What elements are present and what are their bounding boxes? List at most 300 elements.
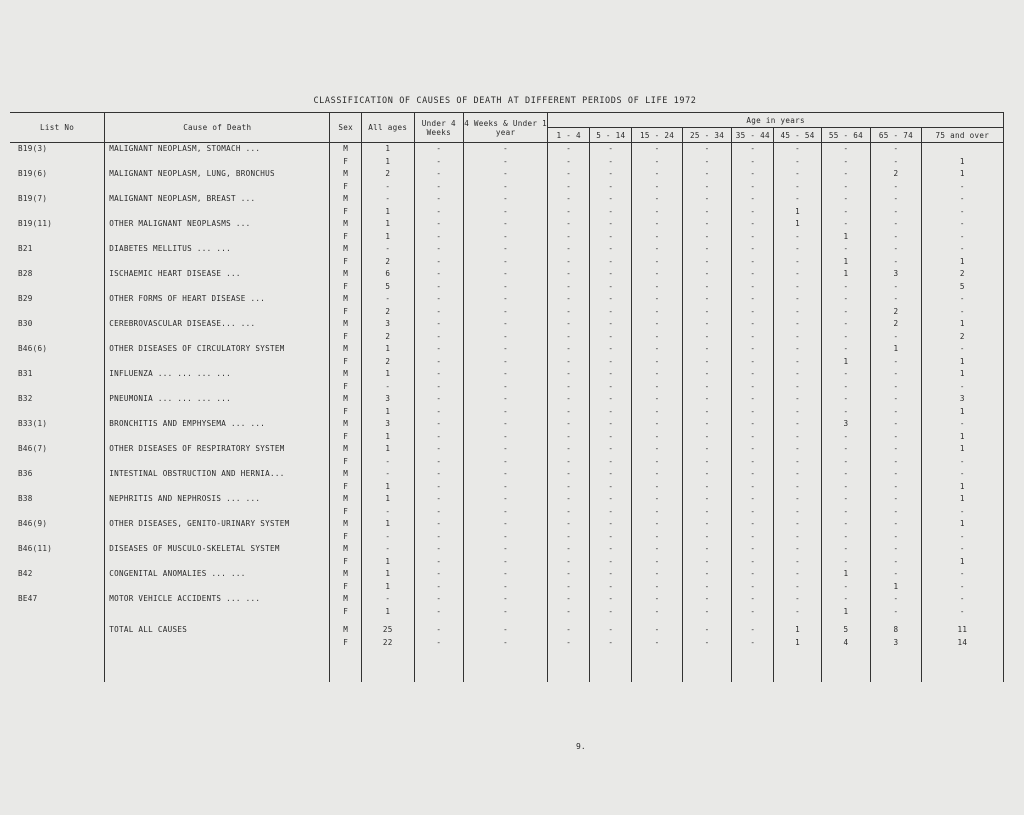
age-group-cell xyxy=(732,543,774,568)
age-group-cell-value: - xyxy=(959,506,965,516)
under-4-weeks-cell-value: - xyxy=(436,331,442,341)
all-ages-cell xyxy=(361,218,414,243)
age-group-cell xyxy=(821,618,870,682)
list-number: B38 xyxy=(10,493,105,518)
age-group-cell-value: - xyxy=(750,356,756,366)
age-group-cell xyxy=(921,568,1003,593)
age-group-cell-value: - xyxy=(566,394,572,403)
header-age-col: 25 - 34 xyxy=(682,128,731,143)
weeks-to-year-cell-value: - xyxy=(503,569,509,578)
age-group-cell-value: - xyxy=(843,156,849,166)
all-ages-cell-value: 22 xyxy=(382,637,393,647)
age-group-cell-value: - xyxy=(704,144,710,153)
age-group-cell-value: - xyxy=(750,344,756,353)
age-group-cell xyxy=(774,593,821,618)
age-group-cell-value xyxy=(922,143,1003,156)
all-ages-cell-value: 3 xyxy=(385,394,391,403)
weeks-to-year-cell-value: - xyxy=(503,194,509,203)
sex-cell-value: M xyxy=(343,394,349,403)
age-group-cell xyxy=(632,318,683,343)
age-group-cell xyxy=(921,218,1003,243)
under-4-weeks-cell-value: - xyxy=(436,269,442,278)
age-group-cell-value: 1 xyxy=(959,256,965,266)
age-group-cell xyxy=(821,543,870,568)
age-group-cell-value: - xyxy=(893,519,899,528)
age-group-cell xyxy=(590,593,632,618)
age-group-cell-value: 1 xyxy=(843,606,849,616)
under-4-weeks-cell-value: - xyxy=(436,394,442,403)
sex-cell-value: F xyxy=(343,256,349,266)
age-group-cell-value: - xyxy=(893,594,899,603)
age-group-cell-value: - xyxy=(608,394,614,403)
table-row xyxy=(10,543,1004,568)
cause-of-death: OTHER DISEASES OF RESPIRATORY SYSTEM xyxy=(105,443,330,468)
sex-cell xyxy=(330,468,362,493)
age-group-cell-value: - xyxy=(893,194,899,203)
age-group-cell-value: - xyxy=(795,306,800,316)
age-group-cell-value: - xyxy=(704,569,710,578)
age-group-cell-value: - xyxy=(795,469,800,478)
age-group-cell-value: - xyxy=(750,444,756,453)
age-group-cell-value: - xyxy=(750,169,756,178)
weeks-to-year-cell xyxy=(464,443,548,468)
sex-cell-value: F xyxy=(343,556,349,566)
age-group-cell xyxy=(682,293,731,318)
sex-cell-value: M xyxy=(343,219,349,228)
age-group-cell xyxy=(821,568,870,593)
weeks-to-year-cell-value: - xyxy=(503,331,509,341)
age-group-cell-value: - xyxy=(566,431,572,441)
age-group-cell xyxy=(774,443,821,468)
age-group-cell-value: 1 xyxy=(795,219,800,228)
sex-cell-value: M xyxy=(343,144,349,153)
table-row xyxy=(10,443,1004,468)
age-group-cell-value: - xyxy=(959,231,965,241)
age-group-cell-value: - xyxy=(654,581,660,591)
sex-cell-value: F xyxy=(343,156,349,166)
age-group-cell xyxy=(774,318,821,343)
age-group-cell-value: - xyxy=(959,306,965,316)
age-group-cell-value: - xyxy=(959,381,965,391)
age-group-cell-value: - xyxy=(704,519,710,528)
age-group-cell-value: 3 xyxy=(893,269,899,278)
age-group-cell xyxy=(821,218,870,243)
sex-cell xyxy=(330,418,362,443)
age-group-cell xyxy=(921,343,1003,368)
under-4-weeks-cell-value: - xyxy=(436,581,442,591)
age-group-cell xyxy=(590,168,632,193)
age-group-cell xyxy=(871,568,922,593)
age-group-cell xyxy=(632,218,683,243)
age-group-cell-value: - xyxy=(750,194,756,203)
weeks-to-year-cell-value: - xyxy=(503,156,509,166)
age-group-cell xyxy=(590,318,632,343)
age-group-cell-value: - xyxy=(704,256,710,266)
age-group-cell xyxy=(871,443,922,468)
age-group-cell-value: - xyxy=(704,594,710,603)
age-group-cell xyxy=(732,268,774,293)
sex-cell xyxy=(330,443,362,468)
age-group-cell-value: - xyxy=(654,281,660,291)
age-group-cell-value: - xyxy=(654,344,660,353)
cause-of-death: OTHER DISEASES OF CIRCULATORY SYSTEM xyxy=(105,343,330,368)
age-group-cell-value: - xyxy=(654,381,660,391)
age-group-cell-value: - xyxy=(608,569,614,578)
age-group-cell-value: - xyxy=(843,381,849,391)
under-4-weeks-cell-value: - xyxy=(436,306,442,316)
age-group-cell-value: - xyxy=(704,231,710,241)
age-group-cell-value: 2 xyxy=(893,306,899,316)
weeks-to-year-cell-value: - xyxy=(503,356,509,366)
age-group-cell-value: - xyxy=(566,569,572,578)
weeks-to-year-cell xyxy=(464,243,548,268)
weeks-to-year-cell-value: - xyxy=(503,431,509,441)
all-ages-cell-value: - xyxy=(385,544,391,553)
all-ages-cell-value: - xyxy=(385,469,391,478)
under-4-weeks-cell-value: - xyxy=(436,206,442,216)
weeks-to-year-cell-value: - xyxy=(503,456,509,466)
all-ages-cell-value: 1 xyxy=(385,206,391,216)
weeks-to-year-cell xyxy=(464,393,548,418)
age-group-cell xyxy=(682,243,731,268)
age-group-cell-value: - xyxy=(795,581,800,591)
age-group-cell-value: - xyxy=(704,306,710,316)
age-group-cell-value: - xyxy=(566,169,572,178)
all-ages-cell xyxy=(361,568,414,593)
age-group-cell xyxy=(774,618,821,682)
age-group-cell-value: - xyxy=(704,506,710,516)
list-number: B42 xyxy=(10,568,105,593)
sex-cell-value: M xyxy=(343,194,349,203)
weeks-to-year-cell-value: - xyxy=(503,494,509,503)
age-group-cell xyxy=(921,293,1003,318)
total-label: TOTAL ALL CAUSES xyxy=(105,618,330,682)
under-4-weeks-cell xyxy=(414,293,463,318)
age-group-cell xyxy=(632,243,683,268)
all-ages-cell xyxy=(361,493,414,518)
age-group-cell-value: - xyxy=(608,281,614,291)
age-group-cell-value: - xyxy=(704,581,710,591)
weeks-to-year-cell-value: - xyxy=(503,444,509,453)
age-group-cell-value: - xyxy=(566,319,572,328)
under-4-weeks-cell xyxy=(414,168,463,193)
age-group-cell-value: - xyxy=(566,256,572,266)
age-group-cell-value: - xyxy=(795,456,800,466)
under-4-weeks-cell xyxy=(414,568,463,593)
sex-cell xyxy=(330,143,362,169)
age-group-cell-value: - xyxy=(654,544,660,553)
cause-of-death: CEREBROVASCULAR DISEASE... ... xyxy=(105,318,330,343)
age-group-cell-value: - xyxy=(843,519,849,528)
age-group-cell-value: - xyxy=(566,344,572,353)
age-group-cell-value: - xyxy=(566,406,572,416)
age-group-cell xyxy=(548,343,590,368)
all-ages-cell-value: 1 xyxy=(385,481,391,491)
table-row xyxy=(10,493,1004,518)
age-group-cell-value: - xyxy=(654,331,660,341)
age-group-cell xyxy=(871,418,922,443)
age-group-cell-value: - xyxy=(795,594,800,603)
age-group-cell-value: - xyxy=(654,444,660,453)
age-group-cell-value: - xyxy=(608,194,614,203)
age-group-cell-value: - xyxy=(704,369,710,378)
age-group-cell xyxy=(548,543,590,568)
age-group-cell-value: - xyxy=(795,394,800,403)
age-group-cell xyxy=(590,268,632,293)
age-group-cell-value: - xyxy=(893,531,899,541)
under-4-weeks-cell-value: - xyxy=(436,281,442,291)
age-group-cell-value: 2 xyxy=(959,331,965,341)
age-group-cell-value: 1 xyxy=(893,344,899,353)
age-group-cell-value: - xyxy=(750,594,756,603)
age-group-cell-value: - xyxy=(893,419,899,428)
age-group-cell-value: - xyxy=(893,406,899,416)
all-ages-cell xyxy=(361,193,414,218)
table-row xyxy=(10,518,1004,543)
age-group-cell-value: 1 xyxy=(795,637,800,647)
age-group-cell xyxy=(682,343,731,368)
age-group-cell xyxy=(548,293,590,318)
all-ages-cell xyxy=(361,368,414,393)
age-group-cell-value: - xyxy=(654,181,660,191)
age-group-cell xyxy=(774,368,821,393)
header-age-col: 15 - 24 xyxy=(632,128,683,143)
age-group-cell xyxy=(632,343,683,368)
age-group-cell xyxy=(774,343,821,368)
age-group-cell-value: - xyxy=(566,481,572,491)
under-4-weeks-cell-value: - xyxy=(436,456,442,466)
age-group-cell-value: - xyxy=(608,381,614,391)
sex-cell xyxy=(330,268,362,293)
age-group-cell xyxy=(590,618,632,682)
age-group-cell-value: - xyxy=(608,156,614,166)
age-group-cell xyxy=(921,143,1003,169)
age-group-cell-value: - xyxy=(704,625,710,634)
all-ages-cell xyxy=(361,268,414,293)
header-age-col: 45 - 54 xyxy=(774,128,821,143)
age-group-cell-value: - xyxy=(704,444,710,453)
age-group-cell xyxy=(548,168,590,193)
age-group-cell xyxy=(682,393,731,418)
age-group-cell xyxy=(921,518,1003,543)
age-group-cell-value: - xyxy=(843,531,849,541)
age-group-cell-value: 1 xyxy=(959,369,965,378)
age-group-cell xyxy=(732,243,774,268)
age-group-cell-value: - xyxy=(566,144,572,153)
all-ages-cell xyxy=(361,393,414,418)
under-4-weeks-cell xyxy=(414,543,463,568)
age-group-cell-value: - xyxy=(750,306,756,316)
header-age-col: 1 - 4 xyxy=(548,128,590,143)
age-group-cell-value: - xyxy=(566,519,572,528)
age-group-cell-value: - xyxy=(566,556,572,566)
age-group-cell xyxy=(821,518,870,543)
age-group-cell xyxy=(682,218,731,243)
sex-cell xyxy=(330,243,362,268)
age-group-cell-value: - xyxy=(795,531,800,541)
all-ages-cell-value: 1 xyxy=(385,219,391,228)
age-group-cell-value: 2 xyxy=(893,169,899,178)
age-group-cell xyxy=(732,343,774,368)
cause-of-death: OTHER MALIGNANT NEOPLASMS ... xyxy=(105,218,330,243)
sex-cell xyxy=(330,193,362,218)
age-group-cell-value: - xyxy=(608,144,614,153)
under-4-weeks-cell xyxy=(414,368,463,393)
age-group-cell-value: - xyxy=(654,156,660,166)
age-group-cell xyxy=(632,543,683,568)
age-group-cell-value: - xyxy=(750,331,756,341)
age-group-cell xyxy=(774,143,821,169)
age-group-cell-value: - xyxy=(843,544,849,553)
age-group-cell xyxy=(590,293,632,318)
age-group-cell-value: - xyxy=(654,231,660,241)
age-group-cell xyxy=(682,518,731,543)
age-group-cell xyxy=(871,318,922,343)
age-group-cell xyxy=(548,143,590,169)
age-group-cell xyxy=(548,518,590,543)
sex-cell-value: F xyxy=(343,331,349,341)
age-group-cell xyxy=(590,343,632,368)
cause-of-death: DIABETES MELLITUS ... ... xyxy=(105,243,330,268)
under-4-weeks-cell xyxy=(414,493,463,518)
all-ages-cell-value: 1 xyxy=(385,519,391,528)
age-group-cell xyxy=(732,293,774,318)
age-group-cell-value: - xyxy=(750,269,756,278)
age-group-cell xyxy=(632,618,683,682)
age-group-cell-value: 3 xyxy=(893,637,899,647)
age-group-cell-value: - xyxy=(608,581,614,591)
age-group-cell-value: - xyxy=(959,344,965,353)
all-ages-cell xyxy=(361,343,414,368)
under-4-weeks-cell xyxy=(414,593,463,618)
list-number: B28 xyxy=(10,268,105,293)
age-group-cell-value: 1 xyxy=(959,481,965,491)
age-group-cell xyxy=(921,268,1003,293)
sex-cell xyxy=(330,343,362,368)
age-group-cell xyxy=(682,468,731,493)
age-group-cell-value: - xyxy=(750,294,756,303)
sex-cell-value: F xyxy=(343,606,349,616)
age-group-cell-value: - xyxy=(843,506,849,516)
age-group-cell-value: - xyxy=(795,331,800,341)
age-group-cell-value: - xyxy=(566,381,572,391)
age-group-cell xyxy=(774,518,821,543)
age-group-cell-value: - xyxy=(893,219,899,228)
all-ages-cell-value: 1 xyxy=(385,444,391,453)
age-group-cell-value: - xyxy=(654,431,660,441)
all-ages-cell-value: 1 xyxy=(385,606,391,616)
age-group-cell xyxy=(682,368,731,393)
age-group-cell-value: - xyxy=(566,269,572,278)
age-group-cell xyxy=(548,418,590,443)
under-4-weeks-cell-value: - xyxy=(436,544,442,553)
age-group-cell-value: - xyxy=(608,331,614,341)
age-group-cell xyxy=(632,493,683,518)
age-group-cell-value: 1 xyxy=(959,444,965,453)
all-ages-cell-value: 6 xyxy=(385,269,391,278)
age-group-cell-value: - xyxy=(654,594,660,603)
age-group-cell-value: 3 xyxy=(843,419,849,428)
age-group-cell xyxy=(821,193,870,218)
sex-cell-value: F xyxy=(343,481,349,491)
all-ages-cell-value: 1 xyxy=(385,406,391,416)
age-group-cell-value: 2 xyxy=(959,269,965,278)
age-group-cell-value: - xyxy=(566,194,572,203)
age-group-cell-value: - xyxy=(795,181,800,191)
age-group-cell xyxy=(821,243,870,268)
age-group-cell-value: - xyxy=(608,456,614,466)
all-ages-cell xyxy=(361,468,414,493)
age-group-cell xyxy=(590,468,632,493)
under-4-weeks-cell-value: - xyxy=(436,381,442,391)
weeks-to-year-cell-value: - xyxy=(503,594,509,603)
table-row xyxy=(10,318,1004,343)
age-group-cell-value: - xyxy=(704,331,710,341)
age-group-cell-value: - xyxy=(750,556,756,566)
age-group-cell xyxy=(682,318,731,343)
weeks-to-year-cell xyxy=(464,518,548,543)
all-ages-cell-value: 1 xyxy=(385,556,391,566)
age-group-cell xyxy=(548,218,590,243)
table-row xyxy=(10,143,1004,169)
age-group-cell xyxy=(821,593,870,618)
age-group-cell-value: - xyxy=(608,481,614,491)
age-group-cell-value: 1 xyxy=(843,269,849,278)
age-group-cell xyxy=(774,193,821,218)
age-group-cell-value: - xyxy=(750,406,756,416)
age-group-cell-value: - xyxy=(893,369,899,378)
sex-cell-value: M xyxy=(343,569,349,578)
cause-of-death: PNEUMONIA ... ... ... ... xyxy=(105,393,330,418)
under-4-weeks-cell-value: - xyxy=(436,356,442,366)
sex-cell xyxy=(330,593,362,618)
table-row xyxy=(10,368,1004,393)
age-group-cell-value: - xyxy=(795,169,800,178)
age-group-cell-value: - xyxy=(795,269,800,278)
age-group-cell xyxy=(821,268,870,293)
age-group-cell xyxy=(774,268,821,293)
weeks-to-year-cell xyxy=(464,543,548,568)
header-age-col: 5 - 14 xyxy=(590,128,632,143)
table-row xyxy=(10,243,1004,268)
age-group-cell-value: 1 xyxy=(795,625,800,634)
age-group-cell-value: - xyxy=(654,506,660,516)
age-group-cell-value: - xyxy=(843,181,849,191)
age-group-cell-value: - xyxy=(608,637,614,647)
table-row xyxy=(10,418,1004,443)
age-group-cell xyxy=(632,368,683,393)
age-group-cell-value: - xyxy=(843,281,849,291)
cause-of-death: OTHER DISEASES, GENITO-URINARY SYSTEM xyxy=(105,518,330,543)
age-group-cell-value: - xyxy=(959,544,965,553)
age-group-cell-value: - xyxy=(654,206,660,216)
age-group-cell xyxy=(774,168,821,193)
list-number: B30 xyxy=(10,318,105,343)
all-ages-cell-value: - xyxy=(385,594,391,603)
age-group-cell-value: - xyxy=(750,625,756,634)
sex-cell-value: M xyxy=(343,269,349,278)
under-4-weeks-cell xyxy=(414,518,463,543)
list-number: B21 xyxy=(10,243,105,268)
under-4-weeks-cell-value: - xyxy=(436,625,442,634)
weeks-to-year-cell-value: - xyxy=(503,406,509,416)
age-group-cell xyxy=(774,543,821,568)
age-group-cell xyxy=(821,393,870,418)
age-group-cell xyxy=(921,618,1003,682)
age-group-cell-value: - xyxy=(608,369,614,378)
age-group-cell xyxy=(590,418,632,443)
age-group-cell-value: - xyxy=(608,269,614,278)
